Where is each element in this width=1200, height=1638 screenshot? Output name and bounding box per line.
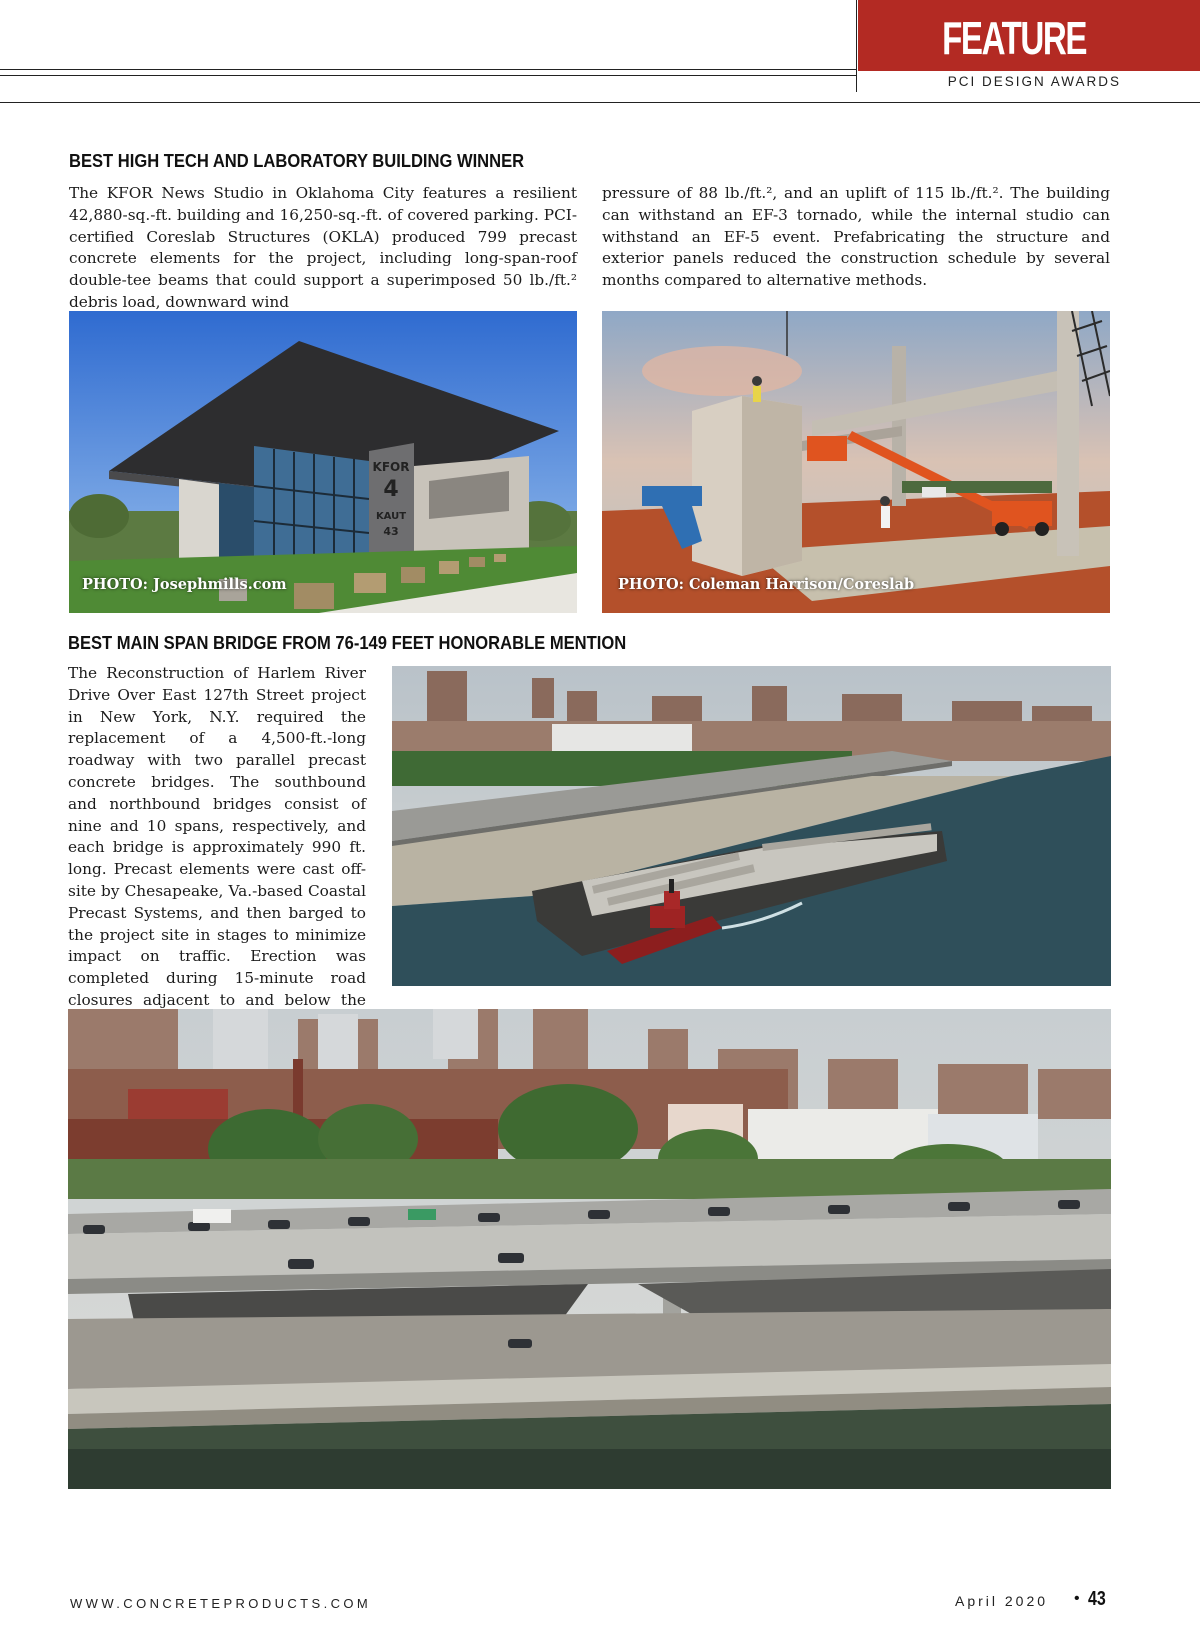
footer-date: April 2020 [955,1593,1049,1609]
photo-credit-2: PHOTO: Coleman Harrison/Coreslab [618,576,915,593]
harlem-bridge-illustration [68,1009,1111,1489]
kfor-building-illustration [69,311,577,613]
sign-text-4: 43 [383,525,399,538]
construction-photo [602,311,1110,613]
article1-heading: BEST HIGH TECH AND LABORATORY BUILDING WINNER [69,151,525,171]
page-number: 43 [1088,1588,1106,1610]
article2-heading: BEST MAIN SPAN BRIDGE FROM 76-149 FEET HONORABLE MENTION [68,633,627,653]
sign-text-2: 4 [383,477,399,502]
kfor-building-photo [69,311,577,613]
sign-text-3: KAUT [375,511,407,522]
footer-separator: • [1074,1590,1080,1607]
section-title: FEATURE [942,12,1086,64]
harlem-river-barge-photo [392,666,1111,986]
sign-text-1: KFOR [372,460,410,474]
article1-column-1: The KFOR News Studio in Oklahoma City features a resilient 42,880-sq.-ft. building and 16,250-sq.-ft. of covered parking. PCI-certified Coreslab Structures (OKLA) produced 799 precast concrete elements for the project, including long-span-roof double-tee beams that could support a superimposed 50 lb./ft.² debris load, downward wind [69,184,577,311]
construction-illustration [602,311,1110,613]
header-rule [0,69,856,70]
article1-column-2: pressure of 88 lb./ft.², and an uplift of 115 lb./ft.². The building can withstand an EF-3 tornado, while the internal studio can withstand an EF-5 event. Prefabricating the structure and exterior panels reduced the construction schedule by several months compared to alternative methods. [602,184,1110,290]
header-rule-thin [0,75,856,76]
section-subtitle: PCI DESIGN AWARDS [947,74,1121,89]
footer-website: WWW.CONCRETEPRODUCTS.COM [70,1596,372,1611]
article2-body: The Reconstruction of Harlem River Drive Over East 127th Street project in New York, N.Y. required the replacement of a 4,500-ft.-long roadway with two parallel precast concrete bridges. The southbound and northbound bridges consist of nine and 10 spans, respectively, and each bridge is approximately 990 ft. long. Precast elements were cast off-site by Chesapeake, Va.-based Coastal Precast Systems, and then barged to the project site in stages to minimize impact on traffic. Erection was completed during 15-minute road closures adjacent to and below the [68,664,366,1009]
harlem-river-barge-illustration [392,666,1111,986]
harlem-bridge-photo [68,1009,1111,1489]
photo-credit-1: PHOTO: Josephmills.com [82,576,287,593]
header-bottom-rule [0,102,1200,103]
header-divider [856,0,857,92]
